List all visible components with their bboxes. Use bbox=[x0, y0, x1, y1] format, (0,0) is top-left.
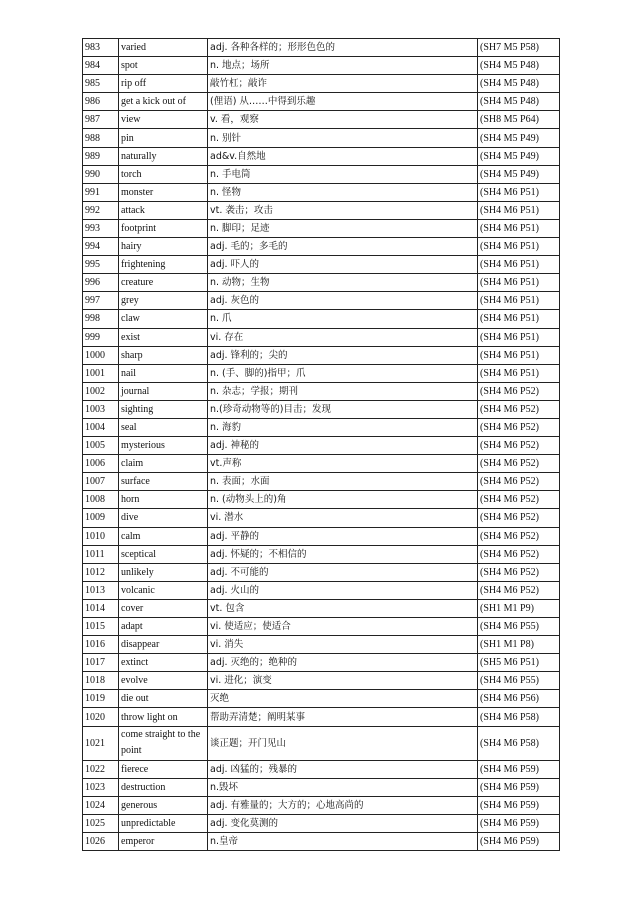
textbook-source: (SH4 M6 P56) bbox=[478, 690, 560, 708]
english-word: seal bbox=[119, 418, 208, 436]
english-word: extinct bbox=[119, 654, 208, 672]
english-word: mysterious bbox=[119, 437, 208, 455]
row-number: 999 bbox=[83, 328, 119, 346]
chinese-meaning: n. 表面；水面 bbox=[208, 473, 478, 491]
table-row bbox=[83, 400, 560, 418]
english-word: creature bbox=[119, 274, 208, 292]
textbook-source: (SH4 M5 P49) bbox=[478, 147, 560, 165]
chinese-meaning: n. 杂志；学报；期刊 bbox=[208, 382, 478, 400]
table-row bbox=[83, 418, 560, 436]
table-row bbox=[83, 93, 560, 111]
table-row bbox=[83, 760, 560, 778]
row-number: 984 bbox=[83, 57, 119, 75]
textbook-source: (SH4 M6 P52) bbox=[478, 473, 560, 491]
chinese-meaning: vt. 袭击；攻击 bbox=[208, 201, 478, 219]
row-number: 1024 bbox=[83, 796, 119, 814]
english-word: sceptical bbox=[119, 545, 208, 563]
chinese-meaning: adj. 毛的；多毛的 bbox=[208, 238, 478, 256]
table-row bbox=[83, 527, 560, 545]
english-word: frightening bbox=[119, 256, 208, 274]
row-number: 1005 bbox=[83, 437, 119, 455]
row-number: 1002 bbox=[83, 382, 119, 400]
row-number: 1000 bbox=[83, 346, 119, 364]
chinese-meaning: vi. 使适应；使适合 bbox=[208, 618, 478, 636]
textbook-source: (SH4 M6 P52) bbox=[478, 382, 560, 400]
table-row bbox=[83, 581, 560, 599]
textbook-source: (SH4 M6 P51) bbox=[478, 364, 560, 382]
chinese-meaning: n. 动物；生物 bbox=[208, 274, 478, 292]
table-row bbox=[83, 57, 560, 75]
table-row bbox=[83, 292, 560, 310]
chinese-meaning: n. 爪 bbox=[208, 310, 478, 328]
english-word: volcanic bbox=[119, 581, 208, 599]
textbook-source: (SH4 M6 P59) bbox=[478, 778, 560, 796]
row-number: 997 bbox=[83, 292, 119, 310]
english-word: destruction bbox=[119, 778, 208, 796]
table-row bbox=[83, 545, 560, 563]
row-number: 1017 bbox=[83, 654, 119, 672]
vocabulary-table bbox=[82, 38, 560, 851]
chinese-meaning: vi. 潜水 bbox=[208, 509, 478, 527]
row-number: 995 bbox=[83, 256, 119, 274]
row-number: 988 bbox=[83, 129, 119, 147]
chinese-meaning: vi. 存在 bbox=[208, 328, 478, 346]
english-word: get a kick out of bbox=[119, 93, 208, 111]
textbook-source: (SH4 M5 P49) bbox=[478, 129, 560, 147]
row-number: 990 bbox=[83, 165, 119, 183]
chinese-meaning: (俚语) 从……中得到乐趣 bbox=[208, 93, 478, 111]
textbook-source: (SH4 M6 P51) bbox=[478, 238, 560, 256]
chinese-meaning: n. (手、脚的)指甲；爪 bbox=[208, 364, 478, 382]
textbook-source: (SH4 M6 P51) bbox=[478, 328, 560, 346]
row-number: 1003 bbox=[83, 400, 119, 418]
chinese-meaning: vi. 进化；演变 bbox=[208, 672, 478, 690]
chinese-meaning: n.毁坏 bbox=[208, 778, 478, 796]
table-row bbox=[83, 491, 560, 509]
textbook-source: (SH5 M6 P51) bbox=[478, 654, 560, 672]
table-row bbox=[83, 39, 560, 57]
english-word: evolve bbox=[119, 672, 208, 690]
textbook-source: (SH4 M6 P59) bbox=[478, 796, 560, 814]
english-word: view bbox=[119, 111, 208, 129]
table-row bbox=[83, 672, 560, 690]
textbook-source: (SH4 M6 P59) bbox=[478, 814, 560, 832]
row-number: 1021 bbox=[83, 726, 119, 760]
english-word: cover bbox=[119, 599, 208, 617]
textbook-source: (SH4 M6 P58) bbox=[478, 708, 560, 726]
chinese-meaning: n.(珍奇动物等的)目击；发现 bbox=[208, 400, 478, 418]
table-row bbox=[83, 256, 560, 274]
table-row bbox=[83, 509, 560, 527]
row-number: 1019 bbox=[83, 690, 119, 708]
english-word: sighting bbox=[119, 400, 208, 418]
english-word: come straight to the point bbox=[119, 726, 208, 760]
textbook-source: (SH4 M5 P48) bbox=[478, 57, 560, 75]
english-word: disappear bbox=[119, 636, 208, 654]
chinese-meaning: 谈正题；开门见山 bbox=[208, 726, 478, 760]
table-row bbox=[83, 814, 560, 832]
row-number: 1013 bbox=[83, 581, 119, 599]
english-word: generous bbox=[119, 796, 208, 814]
textbook-source: (SH4 M6 P52) bbox=[478, 527, 560, 545]
table-row bbox=[83, 473, 560, 491]
textbook-source: (SH1 M1 P9) bbox=[478, 599, 560, 617]
chinese-meaning: n. 别针 bbox=[208, 129, 478, 147]
textbook-source: (SH4 M5 P48) bbox=[478, 75, 560, 93]
table-row bbox=[83, 147, 560, 165]
english-word: spot bbox=[119, 57, 208, 75]
english-word: naturally bbox=[119, 147, 208, 165]
table-row bbox=[83, 310, 560, 328]
table-row bbox=[83, 111, 560, 129]
chinese-meaning: n. 海豹 bbox=[208, 418, 478, 436]
table-row bbox=[83, 346, 560, 364]
table-row bbox=[83, 599, 560, 617]
row-number: 1004 bbox=[83, 418, 119, 436]
english-word: grey bbox=[119, 292, 208, 310]
english-word: surface bbox=[119, 473, 208, 491]
table-row bbox=[83, 778, 560, 796]
row-number: 1007 bbox=[83, 473, 119, 491]
row-number: 1022 bbox=[83, 760, 119, 778]
chinese-meaning: adj. 怀疑的；不相信的 bbox=[208, 545, 478, 563]
textbook-source: (SH4 M6 P51) bbox=[478, 346, 560, 364]
english-word: fierece bbox=[119, 760, 208, 778]
chinese-meaning: adj. 灰色的 bbox=[208, 292, 478, 310]
textbook-source: (SH4 M6 P55) bbox=[478, 672, 560, 690]
textbook-source: (SH4 M6 P52) bbox=[478, 545, 560, 563]
row-number: 983 bbox=[83, 39, 119, 57]
textbook-source: (SH4 M6 P51) bbox=[478, 292, 560, 310]
row-number: 1025 bbox=[83, 814, 119, 832]
vocabulary-table-body bbox=[83, 39, 560, 851]
chinese-meaning: adj. 锋利的；尖的 bbox=[208, 346, 478, 364]
row-number: 998 bbox=[83, 310, 119, 328]
row-number: 989 bbox=[83, 147, 119, 165]
chinese-meaning: 帮助弄清楚；阐明某事 bbox=[208, 708, 478, 726]
row-number: 1015 bbox=[83, 618, 119, 636]
table-row bbox=[83, 129, 560, 147]
chinese-meaning: adj. 各种各样的；形形色色的 bbox=[208, 39, 478, 57]
row-number: 991 bbox=[83, 183, 119, 201]
textbook-source: (SH4 M6 P52) bbox=[478, 437, 560, 455]
table-row bbox=[83, 618, 560, 636]
english-word: claw bbox=[119, 310, 208, 328]
chinese-meaning: n. 地点；场所 bbox=[208, 57, 478, 75]
english-word: hairy bbox=[119, 238, 208, 256]
textbook-source: (SH4 M6 P51) bbox=[478, 274, 560, 292]
textbook-source: (SH4 M6 P52) bbox=[478, 581, 560, 599]
chinese-meaning: n.皇帝 bbox=[208, 832, 478, 850]
row-number: 996 bbox=[83, 274, 119, 292]
chinese-meaning: n. (动物头上的)角 bbox=[208, 491, 478, 509]
row-number: 993 bbox=[83, 219, 119, 237]
table-row bbox=[83, 654, 560, 672]
textbook-source: (SH7 M5 P58) bbox=[478, 39, 560, 57]
table-row bbox=[83, 201, 560, 219]
textbook-source: (SH4 M6 P52) bbox=[478, 400, 560, 418]
textbook-source: (SH4 M6 P58) bbox=[478, 726, 560, 760]
row-number: 1011 bbox=[83, 545, 119, 563]
textbook-source: (SH4 M6 P59) bbox=[478, 760, 560, 778]
textbook-source: (SH4 M6 P52) bbox=[478, 491, 560, 509]
chinese-meaning: adj. 神秘的 bbox=[208, 437, 478, 455]
table-row bbox=[83, 636, 560, 654]
english-word: attack bbox=[119, 201, 208, 219]
english-word: torch bbox=[119, 165, 208, 183]
textbook-source: (SH4 M6 P59) bbox=[478, 832, 560, 850]
textbook-source: (SH4 M6 P55) bbox=[478, 618, 560, 636]
english-word: pin bbox=[119, 129, 208, 147]
table-row bbox=[83, 832, 560, 850]
english-word: unlikely bbox=[119, 563, 208, 581]
textbook-source: (SH4 M6 P52) bbox=[478, 455, 560, 473]
row-number: 1020 bbox=[83, 708, 119, 726]
vocabulary-page bbox=[82, 38, 555, 851]
english-word: die out bbox=[119, 690, 208, 708]
table-row bbox=[83, 563, 560, 581]
chinese-meaning: adj. 灭绝的；绝种的 bbox=[208, 654, 478, 672]
chinese-meaning: v. 看，观察 bbox=[208, 111, 478, 129]
english-word: varied bbox=[119, 39, 208, 57]
row-number: 1023 bbox=[83, 778, 119, 796]
table-row bbox=[83, 364, 560, 382]
row-number: 1006 bbox=[83, 455, 119, 473]
textbook-source: (SH4 M6 P51) bbox=[478, 201, 560, 219]
table-row bbox=[83, 796, 560, 814]
english-word: sharp bbox=[119, 346, 208, 364]
row-number: 992 bbox=[83, 201, 119, 219]
row-number: 987 bbox=[83, 111, 119, 129]
english-word: nail bbox=[119, 364, 208, 382]
textbook-source: (SH4 M6 P52) bbox=[478, 418, 560, 436]
english-word: monster bbox=[119, 183, 208, 201]
english-word: dive bbox=[119, 509, 208, 527]
chinese-meaning: adj. 吓人的 bbox=[208, 256, 478, 274]
table-row bbox=[83, 382, 560, 400]
english-word: rip off bbox=[119, 75, 208, 93]
english-word: journal bbox=[119, 382, 208, 400]
textbook-source: (SH4 M6 P51) bbox=[478, 310, 560, 328]
table-row bbox=[83, 183, 560, 201]
chinese-meaning: adj. 平静的 bbox=[208, 527, 478, 545]
row-number: 1014 bbox=[83, 599, 119, 617]
chinese-meaning: ad&v.自然地 bbox=[208, 147, 478, 165]
row-number: 986 bbox=[83, 93, 119, 111]
textbook-source: (SH4 M6 P52) bbox=[478, 509, 560, 527]
english-word: unpredictable bbox=[119, 814, 208, 832]
table-row bbox=[83, 455, 560, 473]
row-number: 1016 bbox=[83, 636, 119, 654]
chinese-meaning: adj. 火山的 bbox=[208, 581, 478, 599]
english-word: calm bbox=[119, 527, 208, 545]
row-number: 1026 bbox=[83, 832, 119, 850]
english-word: adapt bbox=[119, 618, 208, 636]
textbook-source: (SH1 M1 P8) bbox=[478, 636, 560, 654]
chinese-meaning: n. 怪物 bbox=[208, 183, 478, 201]
row-number: 1012 bbox=[83, 563, 119, 581]
english-word: emperor bbox=[119, 832, 208, 850]
row-number: 1008 bbox=[83, 491, 119, 509]
row-number: 1001 bbox=[83, 364, 119, 382]
table-row bbox=[83, 726, 560, 760]
chinese-meaning: vi. 消失 bbox=[208, 636, 478, 654]
table-row bbox=[83, 219, 560, 237]
row-number: 985 bbox=[83, 75, 119, 93]
table-row bbox=[83, 328, 560, 346]
table-row bbox=[83, 274, 560, 292]
chinese-meaning: n. 脚印；足迹 bbox=[208, 219, 478, 237]
chinese-meaning: n. 手电筒 bbox=[208, 165, 478, 183]
textbook-source: (SH4 M6 P51) bbox=[478, 256, 560, 274]
table-row bbox=[83, 708, 560, 726]
english-word: horn bbox=[119, 491, 208, 509]
chinese-meaning: adj. 不可能的 bbox=[208, 563, 478, 581]
table-row bbox=[83, 165, 560, 183]
chinese-meaning: adj. 凶猛的；残暴的 bbox=[208, 760, 478, 778]
row-number: 1018 bbox=[83, 672, 119, 690]
chinese-meaning: adj. 有雅量的；大方的；心地高尚的 bbox=[208, 796, 478, 814]
textbook-source: (SH4 M6 P51) bbox=[478, 183, 560, 201]
textbook-source: (SH4 M6 P51) bbox=[478, 219, 560, 237]
chinese-meaning: adj. 变化莫测的 bbox=[208, 814, 478, 832]
chinese-meaning: vt.声称 bbox=[208, 455, 478, 473]
chinese-meaning: 敲竹杠；敲诈 bbox=[208, 75, 478, 93]
row-number: 1009 bbox=[83, 509, 119, 527]
english-word: exist bbox=[119, 328, 208, 346]
textbook-source: (SH8 M5 P64) bbox=[478, 111, 560, 129]
chinese-meaning: vt. 包含 bbox=[208, 599, 478, 617]
textbook-source: (SH4 M5 P48) bbox=[478, 93, 560, 111]
table-row bbox=[83, 437, 560, 455]
english-word: claim bbox=[119, 455, 208, 473]
row-number: 1010 bbox=[83, 527, 119, 545]
english-word: throw light on bbox=[119, 708, 208, 726]
textbook-source: (SH4 M6 P52) bbox=[478, 563, 560, 581]
textbook-source: (SH4 M5 P49) bbox=[478, 165, 560, 183]
chinese-meaning: 灭绝 bbox=[208, 690, 478, 708]
row-number: 994 bbox=[83, 238, 119, 256]
table-row bbox=[83, 75, 560, 93]
english-word: footprint bbox=[119, 219, 208, 237]
table-row bbox=[83, 690, 560, 708]
table-row bbox=[83, 238, 560, 256]
